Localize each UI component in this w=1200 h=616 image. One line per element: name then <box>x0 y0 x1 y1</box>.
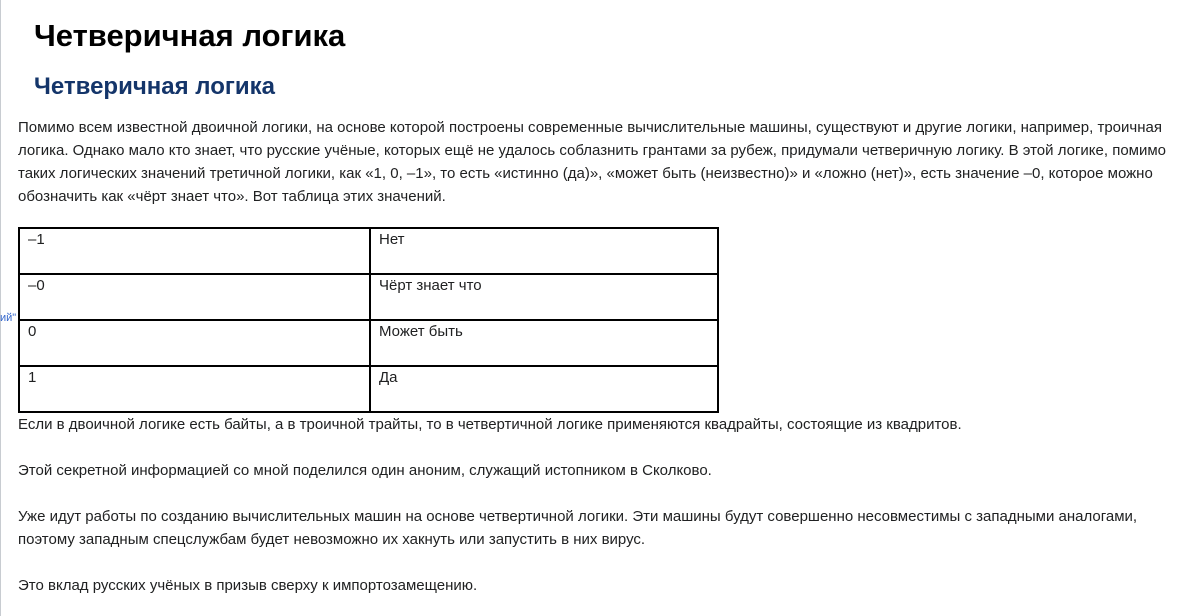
cutoff-sidebar-text: ий" <box>0 312 17 324</box>
page-title: Четверичная логика <box>34 18 346 53</box>
paragraph-machines: Уже идут работы по созданию вычислительных машин на основе четвертичной логики. Эти машины будут совершенно несовместимы с западными аналогами, поэтому западным спецслужбам будет невозможно их хакнуть или запустить в них вирус. <box>18 508 1138 548</box>
table-cell-meaning: Да <box>370 366 718 412</box>
paragraph-source: Этой секретной информацией со мной поделился один аноним, служащий истопником в Сколково. <box>18 462 712 479</box>
table-cell-value: –0 <box>19 274 370 320</box>
table-cell-meaning: Может быть <box>370 320 718 366</box>
section-title: Четверичная логика <box>34 73 275 100</box>
table-row <box>19 274 718 320</box>
left-edge-border <box>0 0 1 616</box>
intro-paragraph: Помимо всем известной двоичной логики, на основе которой построены современные вычислительные машины, существуют и другие логики, например, троичная логика. Однако мало кто знает, что русские учёные, которых ещё не удалось соблазнить грантами за рубеж, придумали четверичную логику. В этой логике, помимо таких логических значений третичной логики, как «1, 0, –1», то есть «истинно (да)», «может быть (неизвестно)» и «ложно (нет)», есть значение –0, которое можно обозначить как «чёрт знает что». Вот таблица этих значений. <box>18 119 1167 205</box>
table-cell-meaning: Чёрт знает что <box>370 274 718 320</box>
article-content <box>18 116 1168 597</box>
table-cell-meaning: Нет <box>370 228 718 274</box>
table-row <box>19 228 718 274</box>
table-cell-value: 1 <box>19 366 370 412</box>
paragraph-bytes: Если в двоичной логике есть байты, а в троичной трайты, то в четвертичной логике применяются квадрайты, состоящие из квадритов. <box>18 416 962 433</box>
table-row <box>19 320 718 366</box>
table-cell-value: 0 <box>19 320 370 366</box>
table-cell-value: –1 <box>19 228 370 274</box>
paragraph-contribution: Это вклад русских учёных в призыв сверху к импортозамещению. <box>18 577 478 594</box>
table-row <box>19 366 718 412</box>
logic-values-table <box>18 227 719 413</box>
